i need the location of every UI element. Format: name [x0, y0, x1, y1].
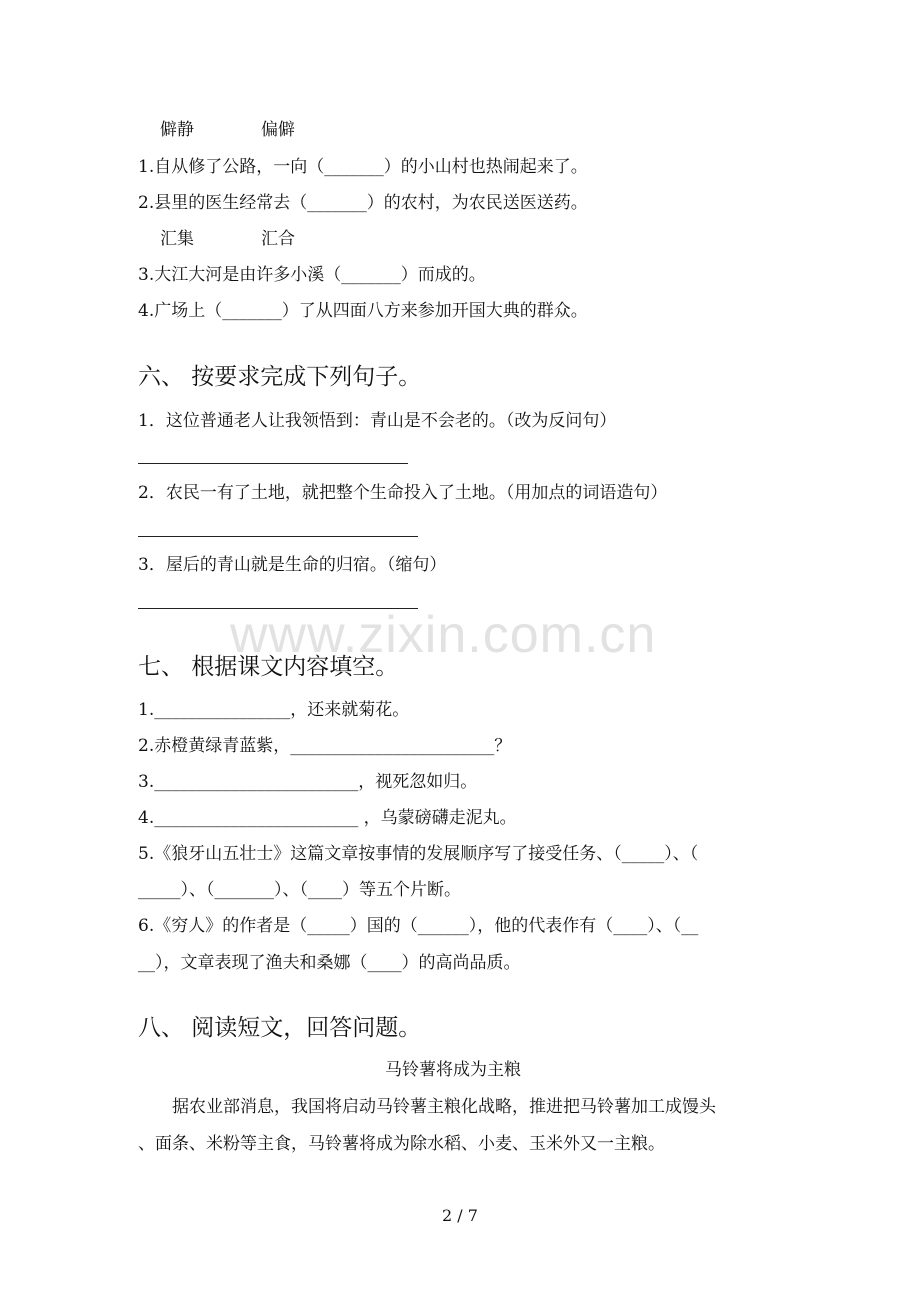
section7-item-5a: 5.《狼牙山五壮士》这篇文章按事情的发展顺序写了接受任务、（_____）、（	[138, 844, 699, 864]
word-pianpi: 偏僻	[261, 120, 295, 140]
watermark: www.zixin.com.cn	[230, 606, 657, 664]
section6-title: 六、 按要求完成下列句子。	[138, 364, 422, 390]
word-pijing: 僻静	[160, 120, 194, 140]
answer-line-2	[138, 536, 418, 537]
section6-item-1: 1．这位普通老人让我领悟到：青山是不会老的。（改为反问句）	[138, 411, 617, 431]
word-huihe: 汇合	[261, 229, 295, 249]
section7-item-4: 4.________________________ ，乌蒙磅礴走泥丸。	[138, 808, 517, 828]
page-number: 2 / 7	[442, 1206, 478, 1225]
section8-title: 八、 阅读短文，回答问题。	[138, 1015, 422, 1041]
section7-item-6a: 6.《穷人》的作者是（_____）国的（______），他的代表作有（____）、（__	[138, 916, 699, 936]
q5-item-2: 2.县里的医生经常去（_______）的农村，为农民送医送药。	[138, 193, 588, 213]
section7-item-6b: __），文章表现了渔夫和桑娜（____）的高尚品质。	[138, 953, 521, 973]
section7-item-3: 3.________________________，视死忽如归。	[138, 772, 478, 792]
q5-item-1: 1.自从修了公路，一向（_______）的小山村也热闹起来了。	[138, 157, 588, 177]
q5-item-3: 3.大江大河是由许多小溪（_______）而成的。	[138, 265, 486, 285]
section7-item-5b: _____）、（_______）、（____）等五个片断。	[138, 880, 461, 900]
section6-item-2: 2．农民一有了土地，就把整个生命投入了土地。（用加点的词语造句）	[138, 483, 668, 503]
section6-item-3: 3．屋后的青山就是生命的归宿。（缩句）	[138, 555, 447, 575]
article-para-line-2: 、面条、米粉等主食，马铃薯将成为除水稻、小麦、玉米外又一主粮。	[138, 1134, 665, 1154]
article-title: 马铃薯将成为主粮	[385, 1060, 521, 1080]
q5-item-4: 4.广场上（_______）了从四面八方来参加开国大典的群众。	[138, 301, 588, 321]
answer-line-1	[138, 463, 408, 464]
section7-item-2: 2.赤橙黄绿青蓝紫，________________________？	[138, 736, 512, 756]
section7-title: 七、 根据课文内容填空。	[138, 654, 399, 680]
article-para-line-1: 据农业部消息，我国将启动马铃薯主粮化战略，推进把马铃薯加工成馒头	[172, 1097, 716, 1117]
section7-item-1: 1.________________，还来就菊花。	[138, 700, 410, 720]
word-huiji: 汇集	[160, 229, 194, 249]
